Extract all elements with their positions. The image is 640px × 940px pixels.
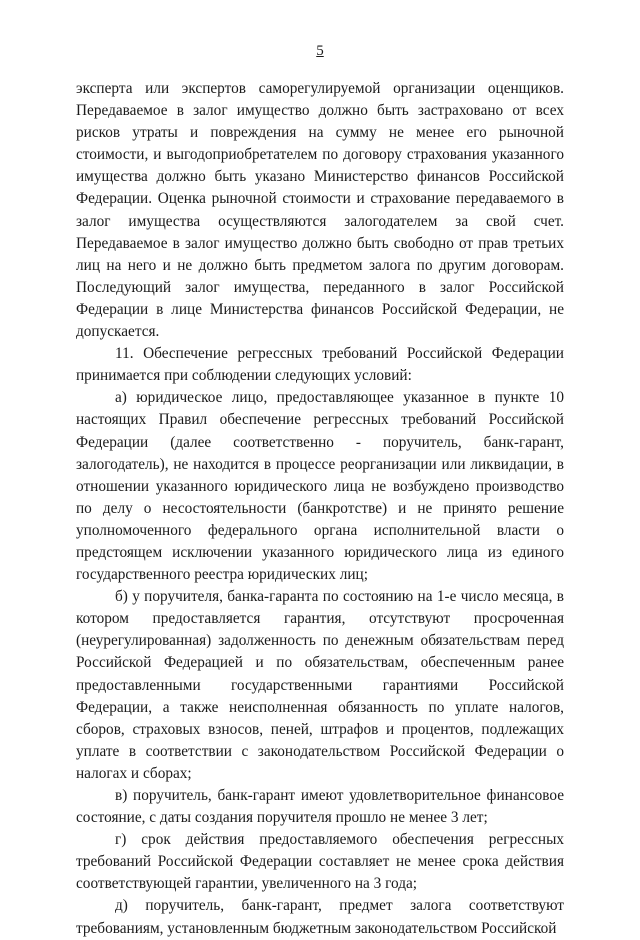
paragraph-subclause-a: а) юридическое лицо, предоставляющее указанное в пункте 10 настоящих Правил обеспечение регрессных требований Российской Федерации (далее соответственно - поручитель, банк-гарант, залогодатель), не находится в процессе реорганизации или ликвидации, в отношении указанного юридического лица не возбуждено производство по делу о несостоятельности (банкротстве) и не принято решение уполномоченного федерального органа исполнительной власти о предстоящем исключении указанного юридического лица из единого государственного реестра юридических лиц;: [76, 389, 564, 584]
paragraph-subclause-g: г) срок действия предоставляемого обеспечения регрессных требований Российской Федерации составляет не менее срока действия соответствующей гарантии, увеличенного на 3 года;: [76, 831, 564, 893]
paragraph-subclause-b: б) у поручителя, банка-гаранта по состоянию на 1-е число месяца, в котором предоставляется гарантия, отсутствуют просроченная (неурегулированная) задолженность по денежным обязательствам перед Российской Федерацией и по обязательствам, обеспеченным ранее предоставленными государственными гарантиями Российской Федерации, а также неисполненная обязанность по уплате налогов, сборов, страховых взносов, пеней, штрафов и процентов, подлежащих уплате в соответствии с законодательством Российской Федерации о налогах и сборах;: [76, 588, 564, 782]
paragraph-clause-11: 11. Обеспечение регрессных требований Российской Федерации принимается при соблюдении следующих условий:: [76, 345, 564, 385]
page-number: [0, 42, 640, 60]
paragraph-continuation: эксперта или экспертов саморегулируемой организации оценщиков. Передаваемое в залог имущество должно быть застраховано от всех рисков утраты и повреждения на сумму не менее его рыночной стоимости, и выгодоприобретателем по договору страхования указанного имущества должно быть указано Министерство финансов Российской Федерации. Оценка рыночной стоимости и страхование передаваемого в залог имущества осуществляются залогодателем за свой счет. Передаваемое в залог имущество должно быть свободно от прав третьих лиц на него и не должно быть предметом залога по другим договорам. Последующий залог имущества, переданного в залог Российской Федерации в лице Министерства финансов Российской Федерации, не допускается.: [76, 80, 564, 341]
paragraph-subclause-d: д) поручитель, банк-гарант, предмет залога соответствуют требованиям, установленным бюджетным законодательством Российской: [76, 897, 564, 937]
paragraph-subclause-v: в) поручитель, банк-гарант имеют удовлетворительное финансовое состояние, с даты создания поручителя прошло не менее 3 лет;: [76, 787, 564, 827]
document-body: [76, 78, 564, 940]
page-number-label: 5: [316, 43, 324, 59]
